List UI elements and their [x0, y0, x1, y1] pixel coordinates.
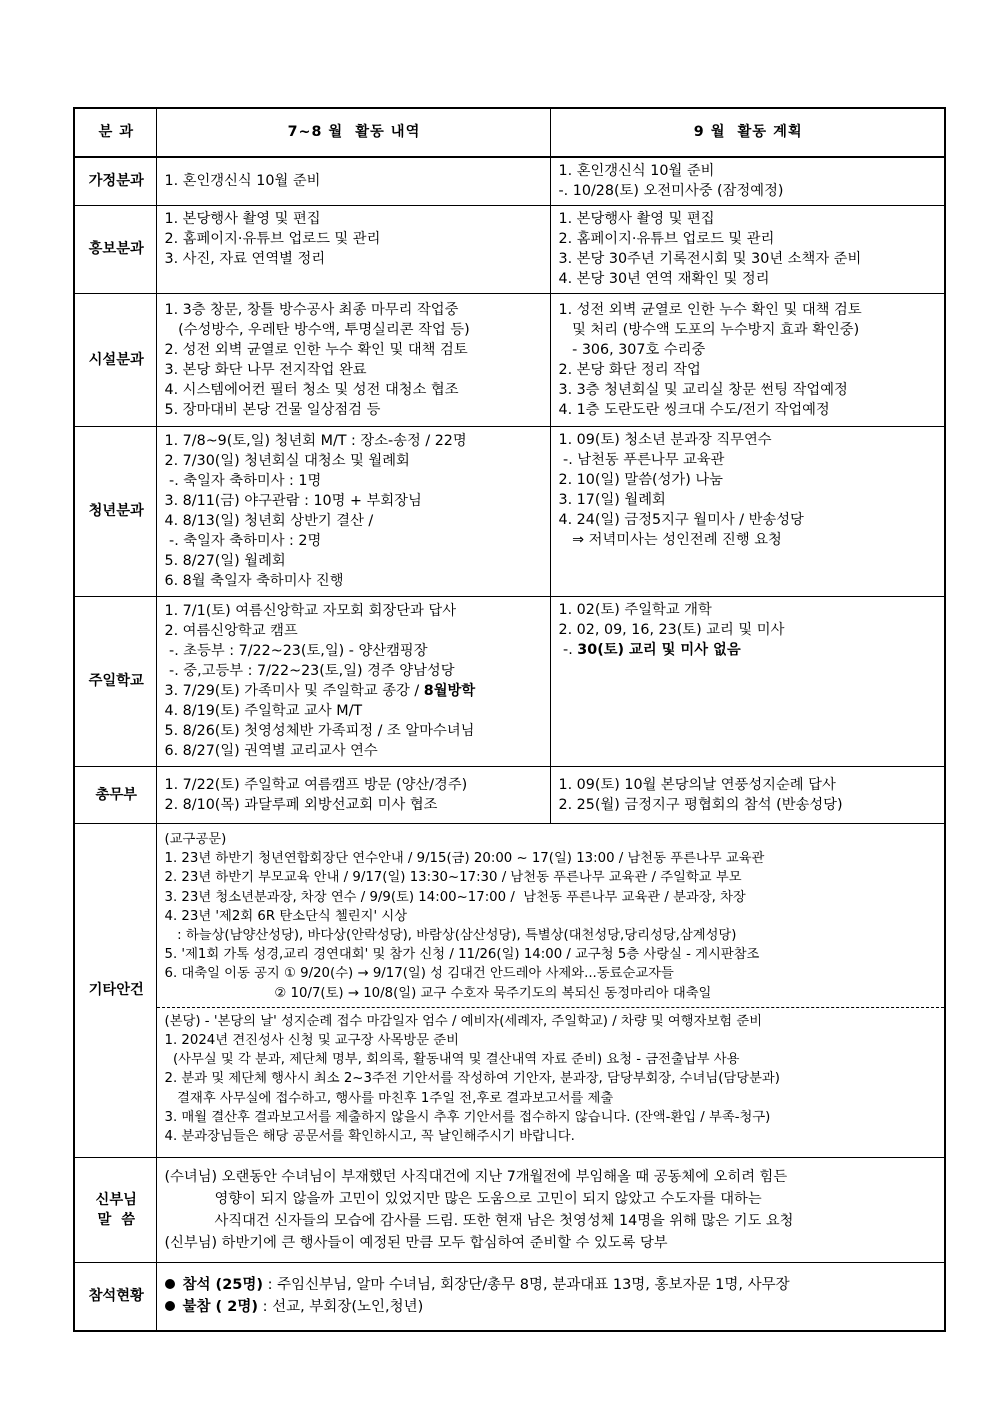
- list-item: -. 10/28(토) 오전미사중 (잠정예정): [558, 183, 784, 199]
- parish-notices: [157, 1007, 945, 1146]
- list-item: 2. 홈페이지·유튜브 업로드 및 관리: [164, 231, 381, 247]
- list-item: -. 남천동 푸른나무 교육관: [558, 452, 725, 468]
- list-item: 6. 대축일 이동 공지 ① 9/20(수) → 9/17(일) 성 김대건 안드레아 사제와...동료순교자들: [164, 966, 674, 982]
- list-item: 1. 2024년 견진성사 신청 및 교구장 사목방문 준비: [164, 1033, 459, 1049]
- meeting-report-table: [73, 107, 946, 1332]
- list-item: 3. 3층 청년회실 및 교리실 창문 썬팅 작업예정: [558, 381, 848, 398]
- attendance-cell: [156, 1263, 945, 1331]
- pastor-cell: [156, 1158, 945, 1263]
- next-cell: [550, 206, 945, 294]
- prev-cell: [156, 206, 550, 294]
- list-item: 1. 7/1(토) 여름신앙학교 자모회 회장단과 답사: [164, 603, 456, 619]
- list-item: 5. '제1회 가톡 성경,교리 경연대회' 및 참가 신청 / 11/26(일) 14:00 / 교구청 5층 사랑실 - 게시판참조: [164, 947, 760, 963]
- row-label: 참석현황: [74, 1263, 156, 1331]
- prev-cell: [156, 597, 550, 767]
- absent-text: : 선교, 부회장(노인,청년): [257, 1298, 424, 1315]
- list-item: 영향이 되지 않을까 고민이 있었지만 많은 도움으로 고민이 되지 않았고 수도자를 대하는: [164, 1190, 762, 1207]
- list-item-text: -.: [558, 642, 578, 658]
- row-label: 홍보분과: [74, 206, 156, 294]
- header-category: 분 과: [74, 108, 156, 157]
- list-item: ⇒ 저녁미사는 성인전례 진행 요청: [558, 532, 782, 548]
- list-item: 3. 본당 화단 나무 전지작업 완료: [164, 361, 367, 378]
- list-item: 2. 8/10(목) 과달루페 외방선교회 미사 협조: [164, 796, 438, 813]
- list-item: 3. 8/11(금) 야구관람 : 10명 + 부회장님: [164, 493, 422, 509]
- list-item: 결재후 사무실에 접수하고, 행사를 마친후 1주일 전,후로 결과보고서를 제출: [164, 1090, 614, 1106]
- row-misc: [74, 824, 945, 1158]
- list-item: 1. 02(토) 주일학교 개학: [558, 602, 712, 618]
- next-cell: [550, 597, 945, 767]
- row-label: 주일학교: [74, 597, 156, 767]
- list-item: [165, 681, 544, 701]
- list-item: (신부님) 하반기에 큰 행사들이 예정된 만큼 모두 합심하여 준비할 수 있도록 당부: [164, 1234, 668, 1251]
- list-item: 1. 본당행사 촬영 및 편집: [558, 211, 715, 227]
- header-row: [74, 108, 945, 157]
- list-item: -. 중,고등부 : 7/22~23(토,일) 경주 양남성당: [164, 663, 455, 679]
- list-item: 4. 분과장님들은 해당 공문서를 확인하시고, 꼭 날인해주시기 바랍니다.: [164, 1129, 575, 1145]
- list-item: 사직대건 신자들의 모습에 감사를 드림. 또한 현재 남은 첫영성체 14명을 위해 많은 기도 요청: [164, 1212, 794, 1229]
- list-item: 2. 25(월) 금정지구 평협회의 참석 (반송성당): [558, 796, 843, 813]
- row-family: [74, 157, 945, 206]
- list-item: -. 초등부 : 7/22~23(토,일) - 양산캠핑장: [164, 643, 428, 659]
- row-label: [74, 1158, 156, 1263]
- list-item: (교구공문): [164, 832, 227, 847]
- bold-highlight: 8월방학: [423, 683, 476, 699]
- list-item: 1. 7/8~9(토,일) 청년회 M/T : 장소-송정 / 22명: [164, 433, 467, 449]
- prev-cell: [156, 294, 550, 427]
- list-item: 1. 09(토) 청소년 분과장 직무연수: [558, 432, 772, 448]
- attendance-absent: [165, 1296, 939, 1318]
- list-item: 3. 본당 30주년 기록전시회 및 30년 소책자 준비: [558, 251, 862, 267]
- row-attendance: [74, 1263, 945, 1331]
- list-item-text: 3. 7/29(토) 가족미사 및 주일학교 종강 /: [164, 683, 424, 699]
- next-cell: [550, 294, 945, 427]
- list-item: : 하늘상(남양산성당), 바다상(안락성당), 바람상(삼산성당), 특별상(대천성당,당리성당,삼계성당): [164, 928, 737, 944]
- next-cell: [550, 767, 945, 824]
- list-item: 1. 혼인갱신식 10월 준비: [164, 173, 321, 189]
- list-item: 2. 분과 및 제단체 행사시 최소 2~3주전 기안서를 작성하여 기안자, 분과장, 담당부회장, 수녀님(담당분과): [164, 1071, 780, 1087]
- row-promotion: [74, 206, 945, 294]
- list-item: (수녀님) 오랜동안 수녀님이 부재했던 사직대건에 지난 7개월전에 부임해올 때 공동체에 오히려 힘든: [164, 1168, 788, 1185]
- list-item: (수성방수, 우레탄 방수액, 투명실리콘 작업 등): [164, 321, 470, 338]
- bullet-icon: [165, 1279, 175, 1289]
- row-youth: [74, 427, 945, 597]
- row-label: 가정분과: [74, 157, 156, 206]
- list-item: 4. 8/19(토) 주일학교 교사 M/T: [164, 703, 363, 719]
- row-label: 총무부: [74, 767, 156, 824]
- list-item: 4. 시스템에어컨 필터 청소 및 성전 대청소 협조: [164, 381, 459, 398]
- next-cell: [550, 157, 945, 206]
- next-cell: [550, 427, 945, 597]
- diocese-notices: [165, 830, 939, 1003]
- row-pastor-message: [74, 1158, 945, 1263]
- present-text: : 주임신부님, 알마 수녀님, 회장단/총무 8명, 분과대표 13명, 홍보자문 1명, 사무장: [263, 1276, 790, 1293]
- list-item: 3. 사진, 자료 연역별 정리: [164, 251, 326, 267]
- list-item: 1. 7/22(토) 주일학교 여름캠프 방문 (양산/경주): [164, 776, 468, 793]
- label-line: 말 씀: [97, 1211, 136, 1228]
- label-line: 신부님: [95, 1191, 137, 1208]
- list-item: 2. 23년 하반기 부모교육 안내 / 9/17(일) 13:30~17:30 / 남천동 푸른나무 교육관 / 주일학교 부모: [164, 870, 742, 886]
- bullet-icon: [165, 1301, 175, 1311]
- list-item: 5. 8/27(일) 월례회: [164, 553, 286, 569]
- row-label: 청년분과: [74, 427, 156, 597]
- row-facilities: [74, 294, 945, 427]
- list-item: - 306, 307호 수리중: [558, 341, 706, 358]
- list-item: 및 처리 (방수액 도포의 누수방지 효과 확인중): [558, 321, 860, 338]
- list-item: 2. 10(일) 말씀(성가) 나눔: [558, 472, 723, 488]
- header-prev-activities: 7~8 월 활동 내역: [156, 108, 550, 157]
- list-item: 5. 8/26(토) 첫영성체반 가족피정 / 조 알마수녀님: [164, 723, 475, 739]
- list-item: 1. 23년 하반기 청년연합회장단 연수안내 / 9/15(금) 20:00 ~ 17(일) 13:00 / 남천동 푸른나무 교육관: [164, 851, 765, 867]
- list-item: 6. 8/27(일) 권역별 교리교사 연수: [164, 743, 378, 759]
- list-item: 5. 장마대비 본당 건물 일상점검 등: [164, 401, 381, 418]
- list-item: 4. 24(일) 금정5지구 월미사 / 반송성당: [558, 512, 804, 528]
- list-item: 4. 8/13(일) 청년회 상반기 결산 /: [164, 513, 374, 529]
- list-item: 1. 성전 외벽 균열로 인한 누수 확인 및 대책 검토: [558, 301, 862, 318]
- row-label: 시설분과: [74, 294, 156, 427]
- list-item: ② 10/7(토) → 10/8(일) 교구 수호자 묵주기도의 복되신 동정마리아 대축일: [164, 985, 712, 1001]
- list-item: -. 축일자 축하미사 : 2명: [164, 533, 322, 549]
- bold-highlight: 30(토) 교리 및 미사 없음: [577, 642, 741, 658]
- row-general-affairs: [74, 767, 945, 824]
- present-label: 참석 (25명): [182, 1276, 264, 1293]
- header-next-plans: 9 월 활동 계획: [550, 108, 945, 157]
- list-item: 3. 매월 결산후 결과보고서를 제출하지 않을시 추후 기안서를 접수하지 않습니다. (잔액-환입 / 부족-청구): [164, 1109, 771, 1125]
- list-item: 1. 본당행사 촬영 및 편집: [164, 211, 321, 227]
- list-item: (사무실 및 각 분과, 제단체 명부, 회의록, 활동내역 및 결산내역 자료 준비) 요청 - 금전출납부 사용: [164, 1052, 740, 1068]
- list-item: 1. 09(토) 10월 본당의날 연풍성지순례 답사: [558, 776, 836, 793]
- list-item: 3. 23년 청소년분과장, 차장 연수 / 9/9(토) 14:00~17:00 / 남천동 푸른나무 교육관 / 분과장, 차장: [164, 889, 746, 905]
- list-item: 1. 혼인갱신식 10월 준비: [558, 163, 715, 179]
- misc-cell: [156, 824, 945, 1158]
- attendance-present: [165, 1274, 939, 1296]
- list-item: 2. 02, 09, 16, 23(토) 교리 및 미사: [558, 622, 785, 638]
- list-item: 2. 여름신앙학교 캠프: [164, 623, 298, 639]
- list-item: 3. 17(일) 월례회: [558, 492, 666, 508]
- prev-cell: [156, 427, 550, 597]
- list-item: 2. 본당 화단 정리 작업: [558, 361, 701, 378]
- prev-cell: [156, 767, 550, 824]
- list-item: 4. 본당 30년 연역 재확인 및 정리: [558, 271, 770, 287]
- list-item: (본당) - '본당의 날' 성지순례 접수 마감일자 엄수 / 예비자(세례자, 주일학교) / 차량 및 여행자보험 준비: [164, 1013, 763, 1029]
- absent-label: 불참 ( 2명): [182, 1298, 258, 1315]
- prev-cell: [156, 157, 550, 206]
- list-item: 6. 8월 축일자 축하미사 진행: [164, 573, 344, 589]
- list-item: -. 축일자 축하미사 : 1명: [164, 473, 322, 489]
- list-item: 2. 7/30(일) 청년회실 대청소 및 월례회: [164, 453, 410, 469]
- list-item: 4. 1층 도란도란 씽크대 수도/전기 작업예정: [558, 401, 830, 418]
- list-item: 4. 23년 '제2회 6R 탄소단식 첼린지' 시상: [164, 908, 408, 924]
- row-label: 기타안건: [74, 824, 156, 1158]
- row-sunday-school: [74, 597, 945, 767]
- list-item: [559, 640, 939, 660]
- list-item: 1. 3층 창문, 창틀 방수공사 최종 마무리 작업중: [164, 301, 459, 318]
- list-item: 2. 성전 외벽 균열로 인한 누수 확인 및 대책 검토: [164, 341, 468, 358]
- list-item: 2. 홈페이지·유튜브 업로드 및 관리: [558, 231, 775, 247]
